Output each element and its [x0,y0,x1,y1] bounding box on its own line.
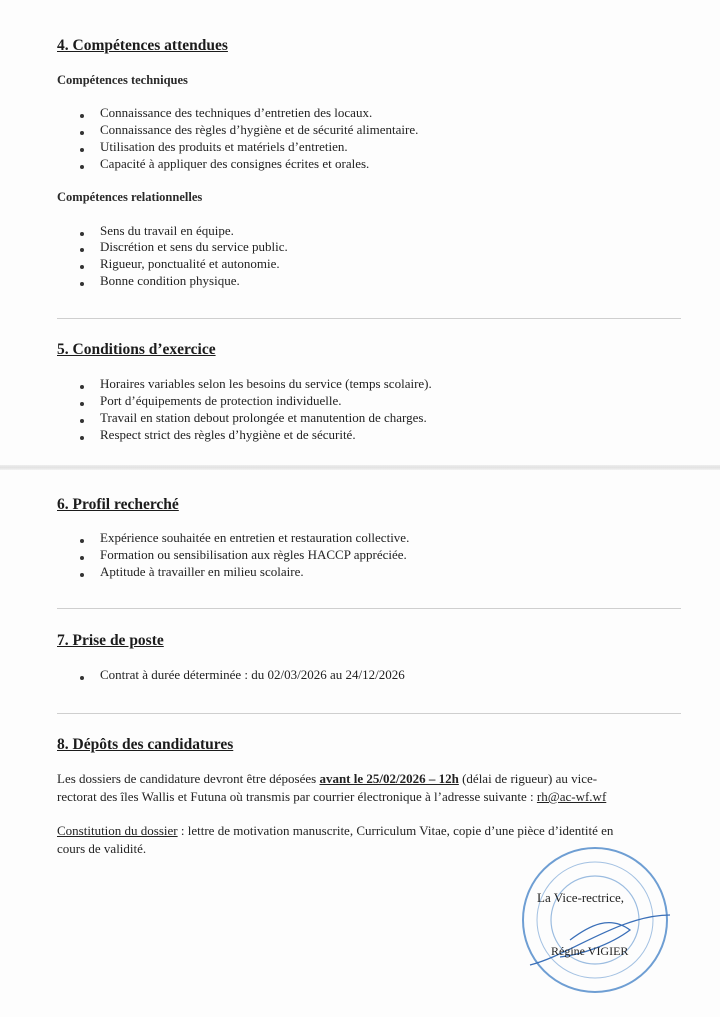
dossier-paragraph-line1 [57,823,613,839]
bullet-icon [80,573,84,577]
bullet-icon [80,232,84,236]
bullet-icon [80,148,84,152]
bullet-icon [80,265,84,269]
dossier-label: Constitution du dossier [57,823,178,838]
section-6-heading: 6. Profil recherché [57,496,179,513]
list-item: Utilisation des produits et matériels d’entretien. [100,139,348,154]
bullet-icon [80,248,84,252]
bullet-icon [80,419,84,423]
bullet-icon [80,556,84,560]
list-item: Port d’équipements de protection individuelle. [100,393,342,408]
list-item: Formation ou sensibilisation aux règles HACCP appréciée. [100,547,407,562]
list-item: Rigueur, ponctualité et autonomie. [100,256,280,271]
bullet-icon [80,436,84,440]
list-item: Respect strict des règles d’hygiène et de sécurité. [100,427,356,442]
section-8-heading: 8. Dépôts des candidatures [57,736,234,753]
bullet-icon [80,131,84,135]
bullet-icon [80,402,84,406]
section-7-heading: 7. Prise de poste [57,632,164,649]
stamp-outer-ring [523,848,667,992]
list-item: Horaires variables selon les besoins du service (temps scolaire). [100,376,432,391]
submission-paragraph-line2 [57,789,606,805]
list-item: Connaissance des règles d’hygiène et de sécurité alimentaire. [100,122,419,137]
section-5-heading: 5. Conditions d’exercice [57,341,216,358]
bullet-icon [80,165,84,169]
list-item: Aptitude à travailler en milieu scolaire. [100,564,304,579]
submission-paragraph-line1 [57,771,597,787]
bullet-icon [80,385,84,389]
text: : lettre de motivation manuscrite, Curriculum Vitae, copie d’une pièce d’identité en [177,823,614,838]
list-item: Travail en station debout prolongée et manutention de charges. [100,410,427,425]
list-item: Expérience souhaitée en entretien et restauration collective. [100,530,410,545]
list-item: Connaissance des techniques d’entretien des locaux. [100,105,373,120]
subheading-relational: Compétences relationnelles [57,190,203,204]
scan-fold-line [0,465,720,470]
list-item: Contrat à durée déterminée : du 02/03/2026 au 24/12/2026 [100,667,405,682]
list-item: Capacité à appliquer des consignes écrites et orales. [100,156,370,171]
bullet-icon [80,676,84,680]
dossier-paragraph-line2: cours de validité. [57,841,147,856]
bullet-icon [80,114,84,118]
deadline: avant le 25/02/2026 – 12h [319,771,459,786]
subheading-technical: Compétences techniques [57,73,188,87]
signatory-name: Régine VIGIER [551,944,629,958]
text: rectorat des îles Wallis et Futuna où transmis par courrier électronique à l’adresse suivante : [57,789,537,804]
divider [57,608,681,609]
bullet-icon [80,282,84,286]
divider [57,713,681,714]
text: (délai de rigueur) au vice- [458,771,598,786]
email-link[interactable]: rh@ac-wf.wf [536,789,607,804]
signatory-role: La Vice-rectrice, [537,890,625,905]
list-item: Bonne condition physique. [100,273,240,288]
section-4-heading: 4. Compétences attendues [57,37,228,54]
divider [57,318,681,319]
bullet-icon [80,539,84,543]
text: Les dossiers de candidature devront être déposées [57,771,320,786]
list-item: Sens du travail en équipe. [100,223,234,238]
list-item: Discrétion et sens du service public. [100,239,288,254]
official-stamp [510,845,680,995]
